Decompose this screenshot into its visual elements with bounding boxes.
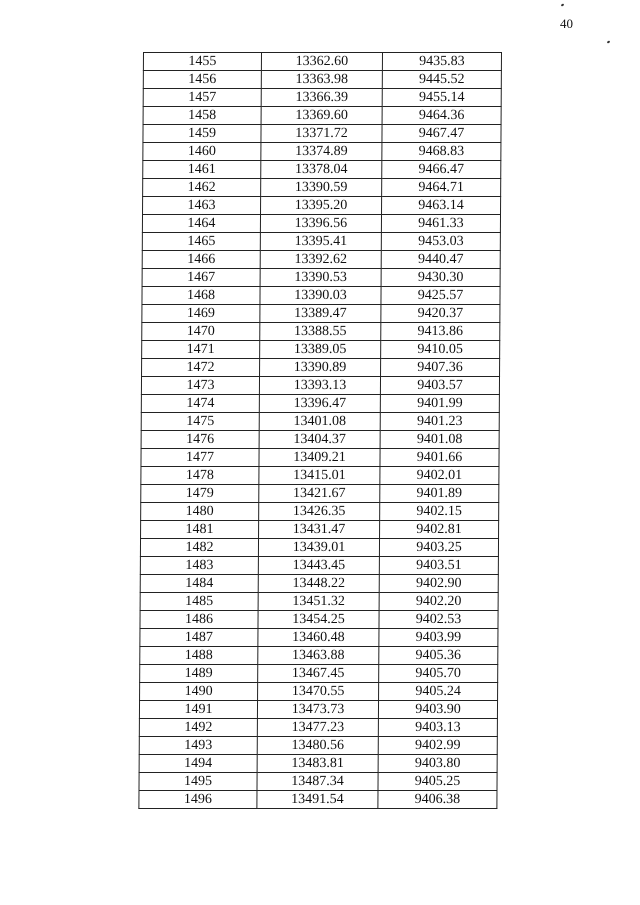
point-number-cell: 1456 [143,71,261,89]
y-coordinate-cell: 9425.57 [381,287,500,305]
point-number-cell: 1488 [140,647,258,665]
y-coordinate-cell: 9430.30 [381,269,500,287]
table-row [143,89,501,107]
point-number-cell: 1473 [141,377,259,395]
y-coordinate-cell: 9463.14 [382,197,501,215]
table-row [140,539,498,557]
y-coordinate-cell: 9401.99 [380,395,499,413]
point-number-cell: 1459 [143,125,261,143]
y-coordinate-cell: 9405.70 [379,665,498,683]
y-coordinate-cell: 9453.03 [381,233,500,251]
y-coordinate-cell: 9403.13 [378,719,497,737]
y-coordinate-cell: 9401.66 [380,449,499,467]
point-number-cell: 1487 [140,629,258,647]
table-row [141,377,499,395]
point-number-cell: 1462 [143,179,261,197]
table-row [143,143,501,161]
point-number-cell: 1494 [139,755,257,773]
point-number-cell: 1496 [139,791,257,809]
point-number-cell: 1479 [141,485,259,503]
point-number-cell: 1492 [139,719,257,737]
y-coordinate-cell: 9403.99 [379,629,498,647]
point-number-cell: 1471 [142,341,260,359]
point-number-cell: 1457 [143,89,261,107]
point-number-cell: 1483 [140,557,258,575]
x-coordinate-cell: 13487.34 [257,773,378,791]
point-number-cell: 1463 [143,197,261,215]
x-coordinate-cell: 13477.23 [257,719,378,737]
table-row [141,449,499,467]
y-coordinate-cell: 9401.08 [380,431,499,449]
x-coordinate-cell: 13369.60 [261,107,382,125]
table-row [142,215,500,233]
y-coordinate-cell: 9403.51 [379,557,498,575]
table-row [141,413,499,431]
y-coordinate-cell: 9467.47 [382,125,501,143]
point-number-cell: 1470 [142,323,260,341]
y-coordinate-cell: 9402.01 [380,467,499,485]
scan-speck [561,3,565,6]
table-row [143,125,501,143]
x-coordinate-cell: 13470.55 [258,683,379,701]
point-number-cell: 1460 [143,143,261,161]
point-number-cell: 1466 [142,251,260,269]
point-number-cell: 1472 [142,359,260,377]
point-number-cell: 1495 [139,773,257,791]
point-number-cell: 1476 [141,431,259,449]
point-number-cell: 1484 [140,575,258,593]
x-coordinate-cell: 13395.41 [260,233,381,251]
table-row [141,395,499,413]
table-row [140,629,498,647]
x-coordinate-cell: 13396.47 [259,395,380,413]
table-row [143,107,501,125]
x-coordinate-cell: 13448.22 [258,575,379,593]
x-coordinate-cell: 13393.13 [259,377,380,395]
x-coordinate-cell: 13431.47 [259,521,380,539]
table-row [140,611,498,629]
table-row [140,575,498,593]
point-number-cell: 1489 [140,665,258,683]
table-row [139,773,497,791]
y-coordinate-cell: 9440.47 [381,251,500,269]
table-row [143,197,501,215]
table-row [141,431,499,449]
y-coordinate-cell: 9445.52 [382,71,501,89]
table-row [139,719,497,737]
table-row [143,53,501,71]
y-coordinate-cell: 9402.15 [380,503,499,521]
y-coordinate-cell: 9413.86 [381,323,500,341]
coordinate-table [138,52,502,809]
x-coordinate-cell: 13389.47 [260,305,381,323]
x-coordinate-cell: 13451.32 [258,593,379,611]
x-coordinate-cell: 13390.59 [261,179,382,197]
x-coordinate-cell: 13374.89 [261,143,382,161]
x-coordinate-cell: 13392.62 [260,251,381,269]
y-coordinate-cell: 9405.24 [379,683,498,701]
point-number-cell: 1461 [143,161,261,179]
x-coordinate-cell: 13371.72 [261,125,382,143]
point-number-cell: 1474 [141,395,259,413]
x-coordinate-cell: 13483.81 [257,755,378,773]
table-row [140,665,498,683]
point-number-cell: 1482 [140,539,258,557]
x-coordinate-cell: 13389.05 [260,341,381,359]
y-coordinate-cell: 9402.53 [379,611,498,629]
table-row [143,161,501,179]
x-coordinate-cell: 13421.67 [259,485,380,503]
y-coordinate-cell: 9401.23 [380,413,499,431]
x-coordinate-cell: 13467.45 [258,665,379,683]
x-coordinate-cell: 13454.25 [258,611,379,629]
x-coordinate-cell: 13396.56 [260,215,381,233]
y-coordinate-cell: 9405.25 [378,773,497,791]
point-number-cell: 1490 [140,683,258,701]
point-number-cell: 1480 [141,503,259,521]
table-row [141,485,499,503]
x-coordinate-cell: 13439.01 [258,539,379,557]
table-row [139,701,497,719]
y-coordinate-cell: 9407.36 [381,359,500,377]
x-coordinate-cell: 13415.01 [259,467,380,485]
y-coordinate-cell: 9466.47 [382,161,501,179]
point-number-cell: 1491 [139,701,257,719]
y-coordinate-cell: 9464.36 [382,107,501,125]
table-row [143,179,501,197]
table-row [142,233,500,251]
y-coordinate-cell: 9410.05 [381,341,500,359]
x-coordinate-cell: 13390.89 [260,359,381,377]
table-row [142,323,500,341]
x-coordinate-cell: 13463.88 [258,647,379,665]
table-row [140,683,498,701]
x-coordinate-cell: 13390.03 [260,287,381,305]
point-number-cell: 1485 [140,593,258,611]
table-row [142,305,500,323]
x-coordinate-cell: 13388.55 [260,323,381,341]
table-row [141,467,499,485]
x-coordinate-cell: 13491.54 [257,791,378,809]
y-coordinate-cell: 9455.14 [382,89,501,107]
point-number-cell: 1467 [142,269,260,287]
x-coordinate-cell: 13460.48 [258,629,379,647]
y-coordinate-cell: 9402.90 [379,575,498,593]
point-number-cell: 1475 [141,413,259,431]
y-coordinate-cell: 9464.71 [382,179,501,197]
x-coordinate-cell: 13363.98 [261,71,382,89]
table-row [142,251,500,269]
page-number: 40 [560,16,573,31]
point-number-cell: 1469 [142,305,260,323]
point-number-cell: 1464 [142,215,260,233]
table-row [143,71,501,89]
point-number-cell: 1465 [142,233,260,251]
y-coordinate-cell: 9403.25 [379,539,498,557]
table-row [141,503,499,521]
point-number-cell: 1468 [142,287,260,305]
y-coordinate-cell: 9406.38 [378,791,497,809]
table-row [142,269,500,287]
coordinate-table-body [139,53,502,809]
y-coordinate-cell: 9461.33 [381,215,500,233]
table-row [140,593,498,611]
x-coordinate-cell: 13404.37 [259,431,380,449]
y-coordinate-cell: 9402.99 [378,737,497,755]
x-coordinate-cell: 13401.08 [259,413,380,431]
point-number-cell: 1486 [140,611,258,629]
table-row [140,557,498,575]
point-number-cell: 1458 [143,107,261,125]
x-coordinate-cell: 13395.20 [261,197,382,215]
point-number-cell: 1477 [141,449,259,467]
table-row [142,341,500,359]
y-coordinate-cell: 9435.83 [382,53,501,71]
table-row [141,521,499,539]
point-number-cell: 1481 [141,521,259,539]
x-coordinate-cell: 13480.56 [257,737,378,755]
point-number-cell: 1493 [139,737,257,755]
table-row [142,359,500,377]
x-coordinate-cell: 13362.60 [261,53,382,71]
table-row [139,755,497,773]
y-coordinate-cell: 9403.90 [378,701,497,719]
table-row [139,737,497,755]
y-coordinate-cell: 9402.81 [380,521,499,539]
table-row [139,791,497,809]
x-coordinate-cell: 13443.45 [258,557,379,575]
x-coordinate-cell: 13409.21 [259,449,380,467]
x-coordinate-cell: 13390.53 [260,269,381,287]
x-coordinate-cell: 13366.39 [261,89,382,107]
point-number-cell: 1478 [141,467,259,485]
table-row [140,647,498,665]
x-coordinate-cell: 13378.04 [261,161,382,179]
y-coordinate-cell: 9403.80 [378,755,497,773]
scan-speck [607,40,611,43]
y-coordinate-cell: 9405.36 [379,647,498,665]
x-coordinate-cell: 13426.35 [259,503,380,521]
y-coordinate-cell: 9468.83 [382,143,501,161]
y-coordinate-cell: 9403.57 [380,377,499,395]
coordinate-table-wrapper [138,52,502,809]
y-coordinate-cell: 9402.20 [379,593,498,611]
y-coordinate-cell: 9401.89 [380,485,499,503]
table-row [142,287,500,305]
y-coordinate-cell: 9420.37 [381,305,500,323]
point-number-cell: 1455 [143,53,261,71]
x-coordinate-cell: 13473.73 [257,701,378,719]
